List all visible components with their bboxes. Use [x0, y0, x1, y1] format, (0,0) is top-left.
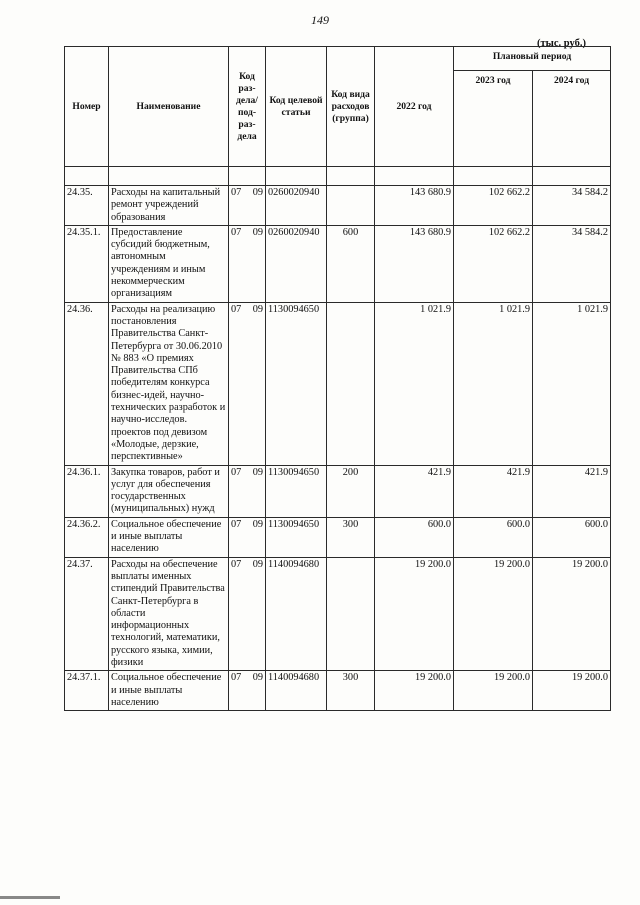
row-amount-2024: 34 584.2: [533, 186, 611, 226]
row-expense-type-code: 300: [327, 671, 375, 711]
table-row: [65, 517, 611, 557]
row-expense-type-code: 300: [327, 517, 375, 557]
row-section-code: [229, 671, 266, 711]
row-expense-type-code: 600: [327, 225, 375, 302]
header-expense-type-code: Код вида расходов (группа): [327, 47, 375, 167]
subsection-code: 09: [252, 672, 263, 684]
page-number: 149: [311, 13, 329, 27]
header-planned-period: Плановый период: [454, 47, 611, 71]
row-expense-type-code: [327, 302, 375, 465]
row-number: 24.35.1.: [65, 225, 109, 302]
row-number: 24.37.1.: [65, 671, 109, 711]
section-code: 07: [231, 466, 242, 478]
subsection-code: 09: [252, 187, 263, 198]
row-amount-2024: 34 584.2: [533, 225, 611, 302]
row-number: 24.35.: [65, 186, 109, 226]
row-amount-2023: 19 200.0: [454, 557, 533, 671]
row-section-code: [229, 302, 266, 465]
row-amount-2022: 143 680.9: [375, 225, 454, 302]
row-section-code: [229, 465, 266, 517]
row-target-code: 0260020940: [266, 225, 327, 302]
subsection-code: 09: [252, 558, 263, 570]
row-amount-2024: 600.0: [533, 517, 611, 557]
subsection-code: 09: [252, 303, 263, 315]
row-amount-2022: 19 200.0: [375, 671, 454, 711]
table-row: [65, 186, 611, 226]
row-amount-2024: 19 200.0: [533, 557, 611, 671]
table-row: [65, 225, 611, 302]
row-amount-2023: 600.0: [454, 517, 533, 557]
row-name: Предоставление субсидий бюджетным, автономным учреждениям и иным некоммерческим организациям: [109, 225, 229, 302]
row-amount-2024: 1 021.9: [533, 302, 611, 465]
section-code: 07: [231, 226, 242, 238]
table-row: [65, 465, 611, 517]
spacer-row: [65, 167, 611, 186]
row-number: 24.36.2.: [65, 517, 109, 557]
table-row: [65, 557, 611, 671]
subsection-code: 09: [252, 466, 263, 478]
header-row: [65, 47, 611, 71]
row-name: Расходы на капитальный ремонт учреждений образования: [109, 186, 229, 226]
row-amount-2023: 102 662.2: [454, 186, 533, 226]
header-number: Номер: [65, 47, 109, 167]
budget-table: [64, 46, 611, 711]
row-amount-2023: 421.9: [454, 465, 533, 517]
row-name: Социальное обеспечение и иные выплаты населению: [109, 671, 229, 711]
row-number: 24.36.: [65, 302, 109, 465]
section-code: 07: [231, 187, 242, 198]
table-row: [65, 302, 611, 465]
header-2024: 2024 год: [533, 71, 611, 167]
header-section-code: Код раз-дела/ под-раз-дела: [229, 47, 266, 167]
units-label: (тыс. руб.): [537, 38, 586, 49]
row-name: Социальное обеспечение и иные выплаты населению: [109, 517, 229, 557]
row-amount-2022: 143 680.9: [375, 186, 454, 226]
row-target-code: 1130094650: [266, 465, 327, 517]
row-target-code: 1140094680: [266, 557, 327, 671]
row-target-code: 1140094680: [266, 671, 327, 711]
row-target-code: 1130094650: [266, 302, 327, 465]
row-name: Расходы на обеспечение выплаты именных стипендий Правительства Санкт-Петербурга в области информационных технологий, математики, русского языка, химии, физики: [109, 557, 229, 671]
row-amount-2022: 600.0: [375, 517, 454, 557]
row-expense-type-code: [327, 557, 375, 671]
scan-artifact: [0, 896, 60, 899]
row-amount-2022: 421.9: [375, 465, 454, 517]
row-target-code: 1130094650: [266, 517, 327, 557]
header-target-code: Код целевой статьи: [266, 47, 327, 167]
table-row: [65, 671, 611, 711]
header-2023: 2023 год: [454, 71, 533, 167]
section-code: 07: [231, 672, 242, 684]
subsection-code: 09: [252, 518, 263, 530]
row-expense-type-code: 200: [327, 465, 375, 517]
row-amount-2024: 421.9: [533, 465, 611, 517]
row-amount-2024: 19 200.0: [533, 671, 611, 711]
subsection-code: 09: [252, 226, 263, 238]
row-target-code: 0260020940: [266, 186, 327, 226]
row-section-code: [229, 517, 266, 557]
header-2022: 2022 год: [375, 47, 454, 167]
section-code: 07: [231, 558, 242, 570]
header-name: Наименование: [109, 47, 229, 167]
row-amount-2022: 1 021.9: [375, 302, 454, 465]
row-amount-2023: 102 662.2: [454, 225, 533, 302]
row-expense-type-code: [327, 186, 375, 226]
row-amount-2023: 1 021.9: [454, 302, 533, 465]
row-section-code: [229, 225, 266, 302]
section-code: 07: [231, 518, 242, 530]
row-section-code: [229, 186, 266, 226]
section-code: 07: [231, 303, 242, 315]
row-amount-2023: 19 200.0: [454, 671, 533, 711]
row-name: Расходы на реализацию постановления Правительства Санкт-Петербурга от 30.06.2010 № 883 «О премиях Правительства СПб победителям конкурса бизнес-идей, научно-технических разработок и научно-исследов. проектов под девизом «Молодые, дерзкие, перспективные»: [109, 302, 229, 465]
row-section-code: [229, 557, 266, 671]
row-name: Закупка товаров, работ и услуг для обеспечения государственных (муниципальных) нужд: [109, 465, 229, 517]
row-amount-2022: 19 200.0: [375, 557, 454, 671]
row-number: 24.36.1.: [65, 465, 109, 517]
row-number: 24.37.: [65, 557, 109, 671]
